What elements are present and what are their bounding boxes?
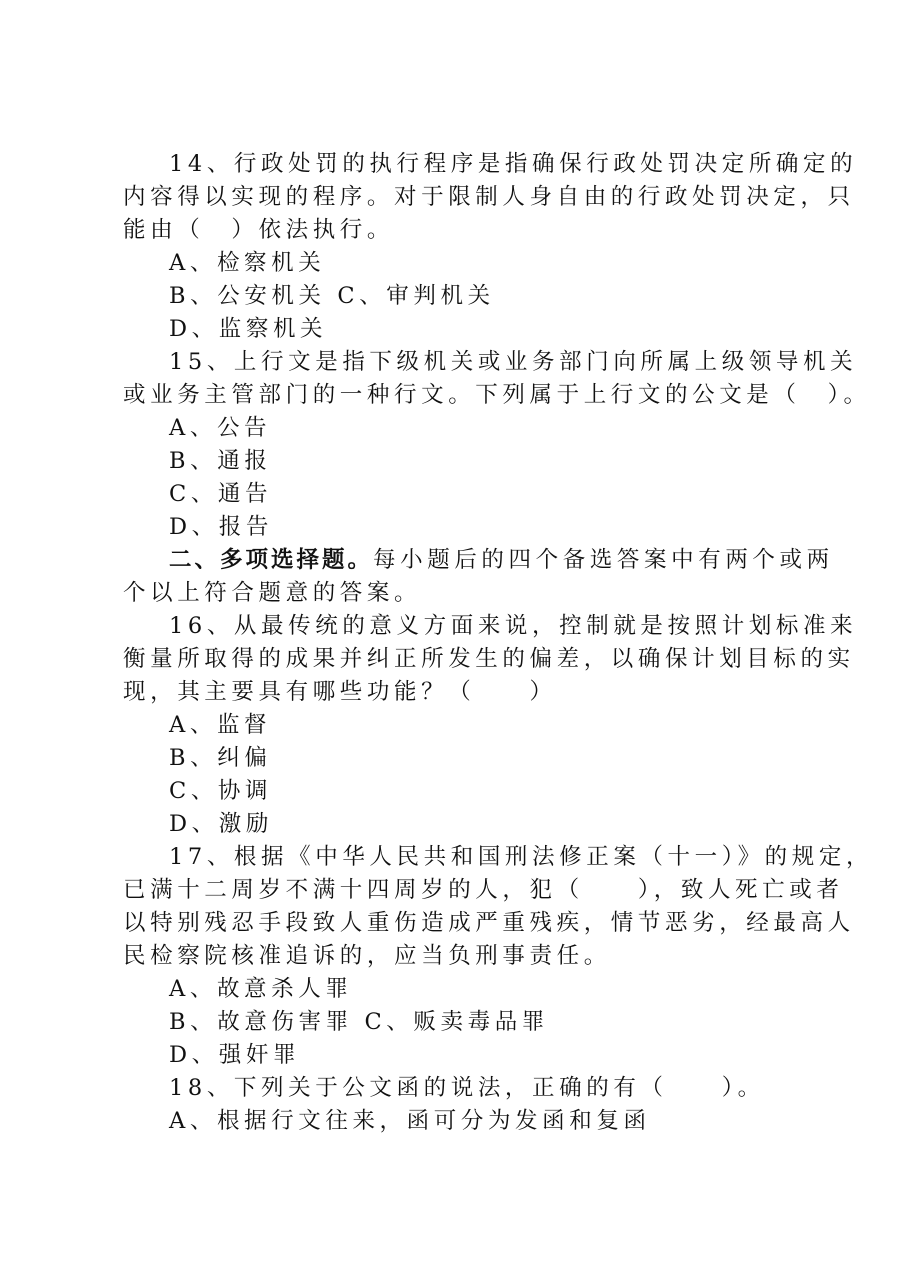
- text-line: 18、下列关于公文函的说法，正确的有（ ）。: [169, 1075, 765, 1101]
- text-line: 14、行政处罚的执行程序是指确保行政处罚决定所确定的: [169, 151, 858, 177]
- option-line: B、公安机关 C、审判机关: [169, 283, 495, 309]
- option-line: D、强奸罪: [169, 1042, 301, 1068]
- option-line: A、监督: [169, 712, 272, 738]
- section-heading-line: [123, 544, 834, 577]
- text-line: 衡量所取得的成果并纠正所发生的偏差，以确保计划目标的实: [123, 646, 855, 672]
- section-heading: 二、多项选择题。: [169, 547, 374, 573]
- option-line: B、纠偏: [169, 745, 272, 771]
- text-line: 现，其主要具有哪些功能？（ ）: [123, 679, 557, 705]
- text-line: 或业务主管部门的一种行文。下列属于上行文的公文是（ ）。: [123, 382, 871, 408]
- text-line: 15、上行文是指下级机关或业务部门向所属上级领导机关: [169, 349, 858, 375]
- option-line: A、公告: [169, 415, 272, 441]
- text-line: 已满十二周岁不满十四周岁的人，犯（ ），致人死亡或者: [123, 877, 844, 903]
- option-line: B、通报: [169, 448, 272, 474]
- text-line: 以特别残忍手段致人重伤造成严重残疾，情节恶劣，经最高人: [123, 910, 855, 936]
- option-line: D、报告: [169, 514, 273, 540]
- option-line: C、通告: [169, 481, 273, 507]
- text-line: 17、根据《中华人民共和国刑法修正案（十一）》的规定，: [169, 844, 874, 870]
- document-body: [123, 148, 874, 1138]
- option-line: B、故意伤害罪 C、贩卖毒品罪: [169, 1009, 549, 1035]
- text-line: 内容得以实现的程序。对于限制人身自由的行政处罚决定，只: [123, 184, 855, 210]
- option-line: D、激励: [169, 811, 273, 837]
- option-line: A、根据行文往来，函可分为发函和复函: [169, 1108, 651, 1134]
- option-line: D、监察机关: [169, 316, 328, 342]
- option-line: A、检察机关: [169, 250, 326, 276]
- section-heading-text: 每小题后的四个备选答案中有两个或两: [373, 547, 834, 573]
- text-line: 能由（ ）依法执行。: [123, 217, 395, 243]
- text-line: 16、从最传统的意义方面来说，控制就是按照计划标准来: [169, 613, 858, 639]
- option-line: C、协调: [169, 778, 273, 804]
- option-line: A、故意杀人罪: [169, 976, 353, 1002]
- text-line: 个以上符合题意的答案。: [123, 580, 422, 606]
- text-line: 民检察院核准追诉的，应当负刑事责任。: [123, 943, 611, 969]
